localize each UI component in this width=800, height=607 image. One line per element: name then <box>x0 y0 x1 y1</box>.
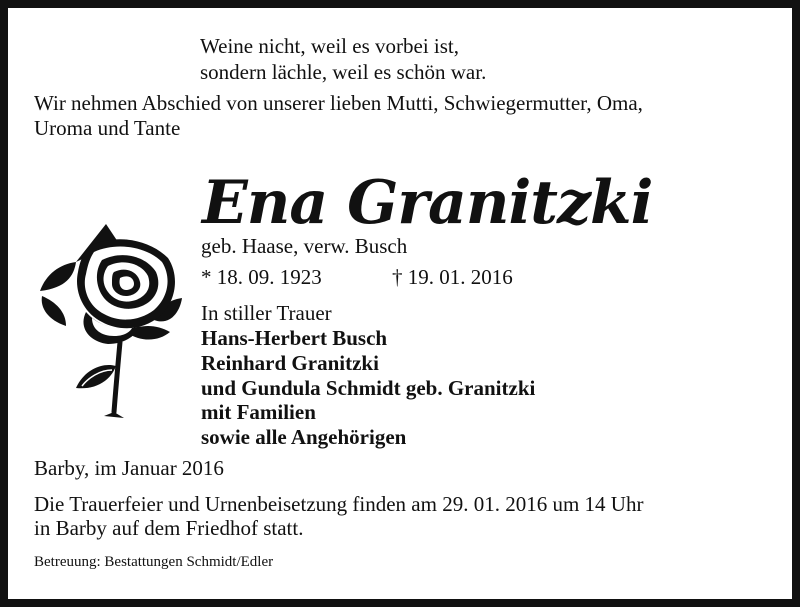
mourner-name: mit Familien <box>201 400 316 424</box>
intro-line-1: Wir nehmen Abschied von unserer lieben Mutti, Schwiegermutter, Oma, <box>34 91 643 115</box>
birth-date: * 18. 09. 1923 <box>201 265 322 289</box>
funeral-line-1: Die Trauerfeier und Urnenbeisetzung finden am 29. 01. 2016 um 14 Uhr <box>34 492 644 516</box>
deceased-name: Ena Granitzki <box>202 168 653 238</box>
funeral-care: Betreuung: Bestattungen Schmidt/Edler <box>34 554 274 570</box>
mourner-name: und Gundula Schmidt geb. Granitzki <box>201 376 536 400</box>
birth-names: geb. Haase, verw. Busch <box>201 234 408 258</box>
funeral-line-2: in Barby auf dem Friedhof statt. <box>34 516 304 540</box>
mourner-name: Reinhard Granitzki <box>201 351 379 375</box>
poem-line-2: sondern lächle, weil es schön war. <box>200 60 487 84</box>
mourner-name: sowie alle Angehörigen <box>201 425 407 449</box>
poem-line-1: Weine nicht, weil es vorbei ist, <box>200 34 459 58</box>
mourner-name: Hans-Herbert Busch <box>201 326 388 350</box>
place-date: Barby, im Januar 2016 <box>34 456 224 480</box>
intro-line-2: Uroma und Tante <box>34 116 181 140</box>
rose-icon <box>36 216 184 421</box>
mourners-heading: In stiller Trauer <box>201 301 332 325</box>
death-date: † 19. 01. 2016 <box>392 265 513 289</box>
